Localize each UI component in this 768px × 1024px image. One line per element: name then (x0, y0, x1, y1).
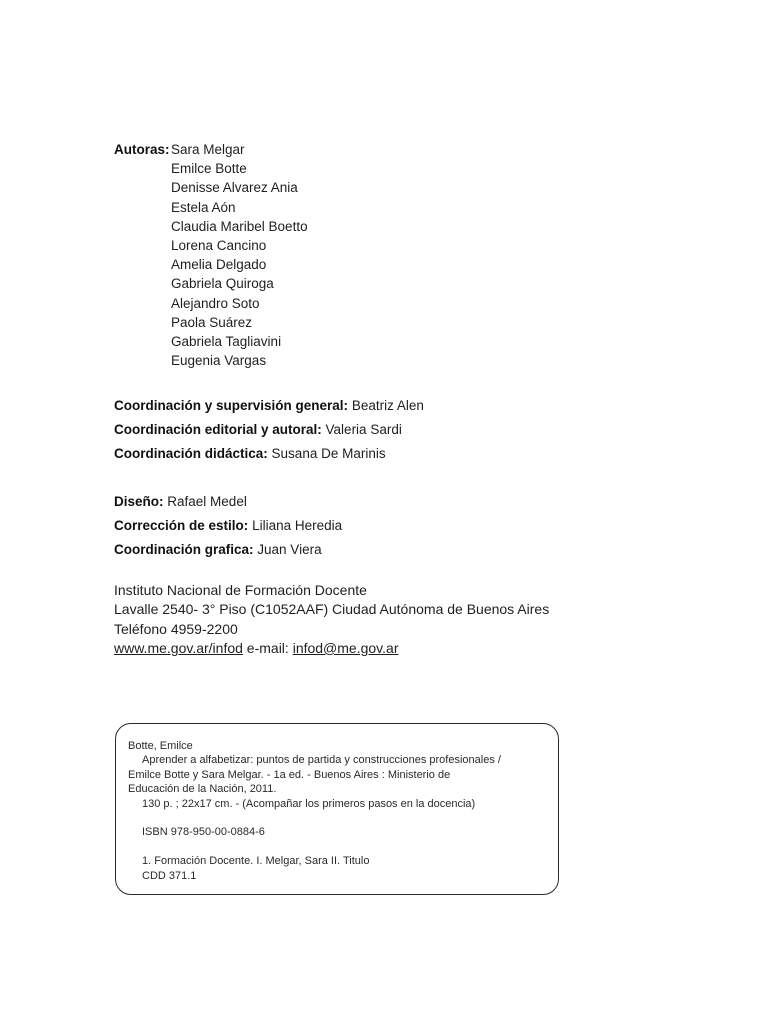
email-link[interactable]: infod@me.gov.ar (292, 639, 399, 656)
institute-phone: Teléfono 4959-2200 (114, 620, 238, 637)
author-name: Amelia Delgado (171, 257, 267, 273)
credit-value: Liliana Heredia (252, 518, 343, 533)
credit-value: Juan Viera (257, 542, 322, 557)
author-name: Emilce Botte (171, 161, 247, 177)
credit-label: Diseño: (114, 494, 164, 509)
institute-info (114, 581, 549, 658)
catalog-title-line: Educación de la Nación, 2011. (128, 783, 277, 796)
credit-label: Coordinación editorial y autoral: (114, 422, 322, 437)
catalog-title-line: Emilce Botte y Sara Melgar. - 1a ed. - Buenos Aires : Ministerio de (128, 768, 451, 781)
credit-line (114, 442, 424, 466)
design-credits (114, 490, 342, 562)
author-name: Alejandro Soto (171, 295, 260, 311)
author-name: Estela Aón (171, 199, 236, 215)
catalog-spacer (128, 840, 546, 854)
catalog-subjects: 1. Formación Docente. I. Melgar, Sara II. Titulo (142, 855, 370, 868)
credit-line (114, 514, 342, 538)
coordination-credits (114, 394, 424, 466)
credit-value: Rafael Medel (167, 494, 247, 509)
author-name: Eugenia Vargas (171, 353, 267, 369)
credit-label: Coordinación grafica: (114, 542, 254, 557)
institute-contact (114, 639, 549, 658)
catalog-author: Botte, Emilce (128, 740, 193, 752)
institute-name: Instituto Nacional de Formación Docente (114, 582, 367, 598)
catalog-physical-description: 130 p. ; 22x17 cm. - (Acompañar los primeros pasos en la docencia) (142, 797, 476, 810)
author-name: Sara Melgar (171, 142, 245, 157)
credit-value: Valeria Sardi (325, 422, 402, 437)
catalog-title-line: Aprender a alfabetizar: puntos de partida y construcciones profesionales / (142, 754, 501, 767)
credit-label: Coordinación didáctica: (114, 446, 268, 461)
institute-address: Lavalle 2540- 3° Piso (C1052AAF) Ciudad Autónoma de Buenos Aires (114, 601, 550, 618)
catalog-isbn: ISBN 978-950-00-0884-6 (142, 826, 265, 839)
authors-list (171, 140, 308, 370)
author-name: Lorena Cancino (171, 238, 267, 254)
author-name: Gabriela Quiroga (171, 276, 274, 292)
credit-value: Beatriz Alen (351, 398, 424, 413)
credit-line (114, 394, 424, 418)
author-name: Paola Suárez (171, 314, 253, 330)
credit-line (114, 538, 342, 562)
credit-line (114, 418, 424, 442)
credit-line (114, 490, 342, 514)
catalog-cdd: CDD 371.1 (142, 869, 197, 882)
website-link[interactable]: www.me.gov.ar/infod (114, 639, 243, 656)
credit-label: Corrección de estilo: (114, 518, 249, 533)
catalog-record-box (115, 723, 559, 895)
credit-value: Susana De Marinis (271, 446, 386, 461)
catalog-spacer (128, 811, 546, 825)
author-name: Gabriela Tagliavini (171, 334, 282, 350)
credit-label: Coordinación y supervisión general: (114, 398, 349, 413)
author-name: Claudia Maribel Boetto (171, 218, 308, 234)
author-name: Denisse Alvarez Ania (171, 180, 298, 196)
authors-section (114, 140, 308, 370)
email-label: e-mail: (246, 639, 289, 656)
authors-label: Autoras: (114, 142, 170, 157)
